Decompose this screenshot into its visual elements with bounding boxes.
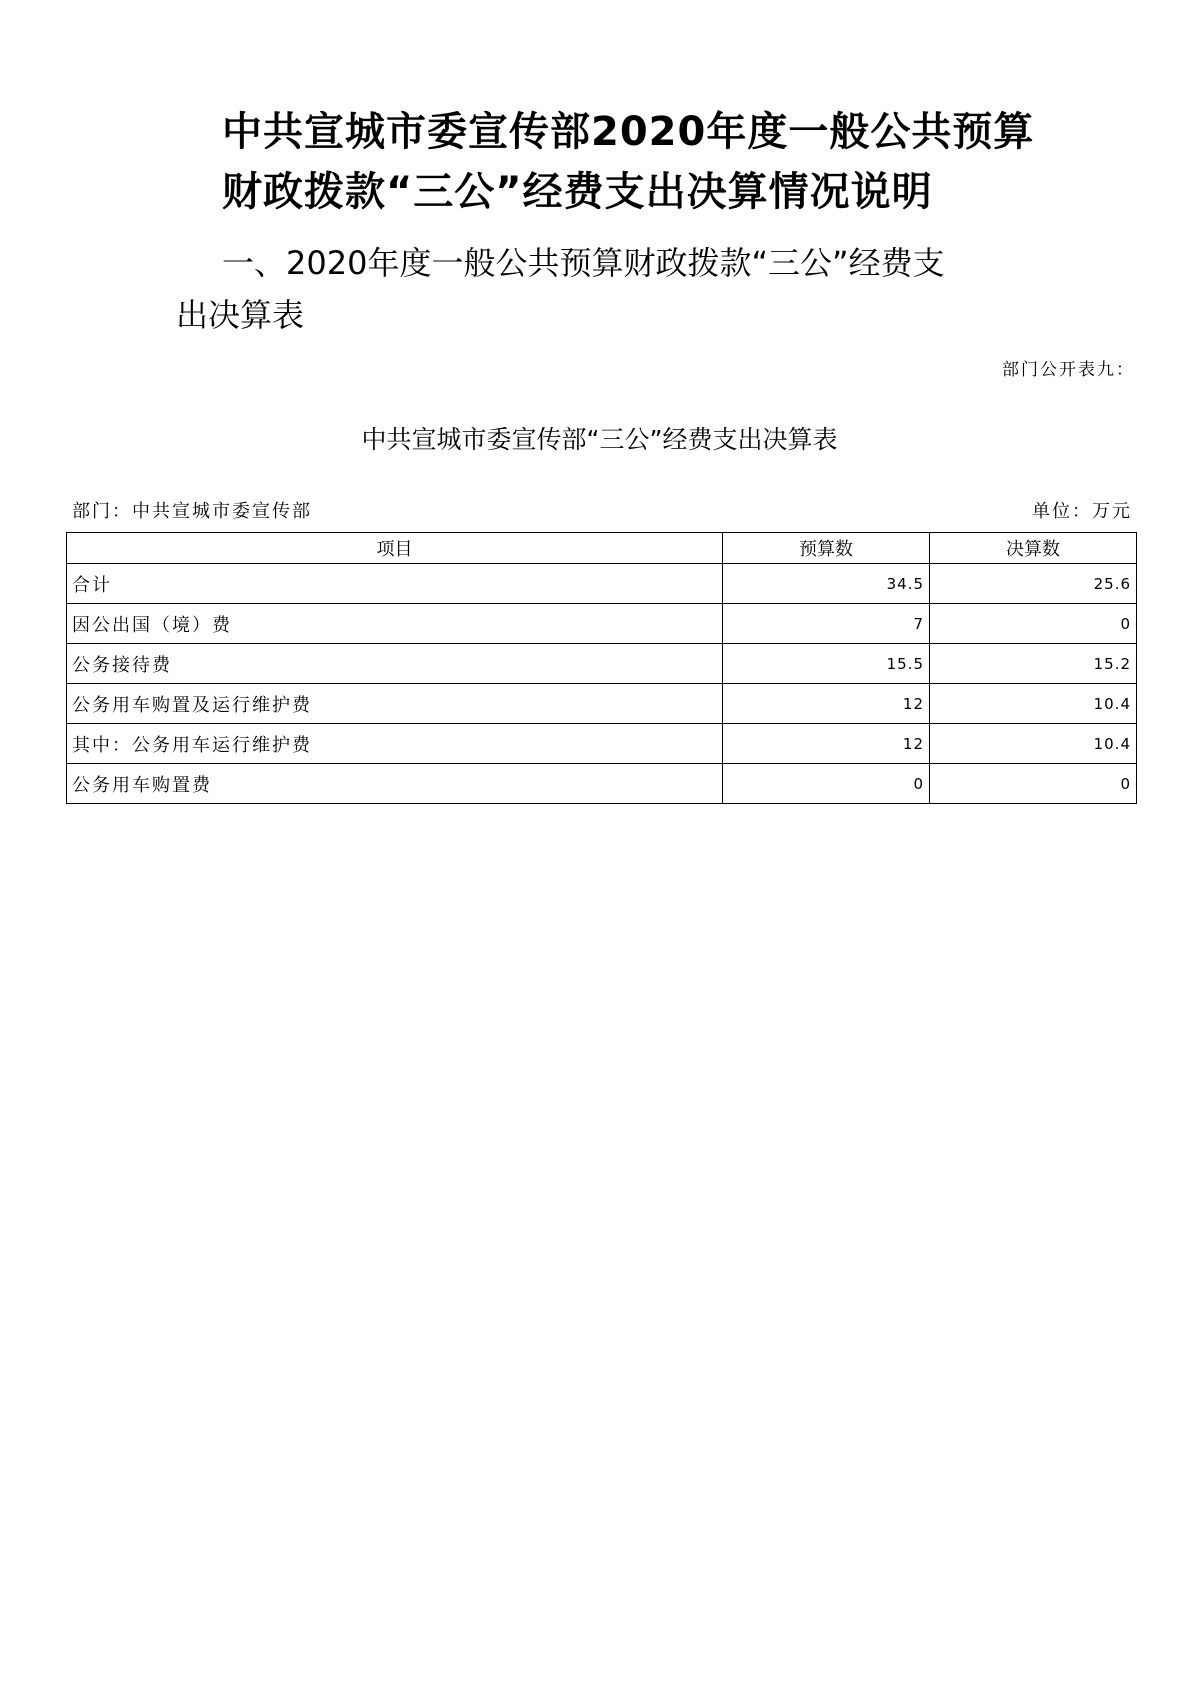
section-heading-line-2: 出决算表 bbox=[176, 296, 305, 334]
row-item: 因公出国（境）费 bbox=[67, 604, 723, 644]
row-budget: 34.5 bbox=[723, 564, 930, 604]
document-title-line-1: 中共宣城市委宣传部2020年度一般公共预算 bbox=[222, 109, 1035, 155]
row-item: 合计 bbox=[67, 564, 723, 604]
table-title: 中共宣城市委宣传部“三公”经费支出决算表 bbox=[361, 425, 838, 454]
table-row bbox=[67, 644, 1137, 684]
row-item: 公务用车购置费 bbox=[67, 764, 723, 804]
row-final: 0 bbox=[930, 604, 1137, 644]
document-title-line-2: 财政拨款“三公”经费支出决算情况说明 bbox=[222, 169, 933, 215]
header-budget: 预算数 bbox=[723, 533, 930, 564]
row-final: 25.6 bbox=[930, 564, 1137, 604]
row-final: 0 bbox=[930, 764, 1137, 804]
section-heading-line-1: 一、2020年度一般公共预算财政拨款“三公”经费支 bbox=[222, 244, 945, 282]
table-header-row bbox=[67, 533, 1137, 564]
table-row bbox=[67, 604, 1137, 644]
table-row bbox=[67, 564, 1137, 604]
department-label: 部门：中共宣城市委宣传部 bbox=[72, 501, 312, 522]
expense-table bbox=[66, 532, 1137, 804]
row-final: 10.4 bbox=[930, 724, 1137, 764]
row-item: 公务接待费 bbox=[67, 644, 723, 684]
row-item: 公务用车购置及运行维护费 bbox=[67, 684, 723, 724]
table-row bbox=[67, 764, 1137, 804]
unit-label: 单位：万元 bbox=[1032, 501, 1132, 522]
row-budget: 12 bbox=[723, 724, 930, 764]
header-item: 项目 bbox=[67, 533, 723, 564]
row-final: 15.2 bbox=[930, 644, 1137, 684]
header-final: 决算数 bbox=[930, 533, 1137, 564]
table-row bbox=[67, 684, 1137, 724]
row-budget: 7 bbox=[723, 604, 930, 644]
table-row bbox=[67, 724, 1137, 764]
row-budget: 12 bbox=[723, 684, 930, 724]
row-final: 10.4 bbox=[930, 684, 1137, 724]
row-budget: 0 bbox=[723, 764, 930, 804]
table-number-label: 部门公开表九： bbox=[1002, 360, 1135, 380]
row-item: 其中：公务用车运行维护费 bbox=[67, 724, 723, 764]
row-budget: 15.5 bbox=[723, 644, 930, 684]
